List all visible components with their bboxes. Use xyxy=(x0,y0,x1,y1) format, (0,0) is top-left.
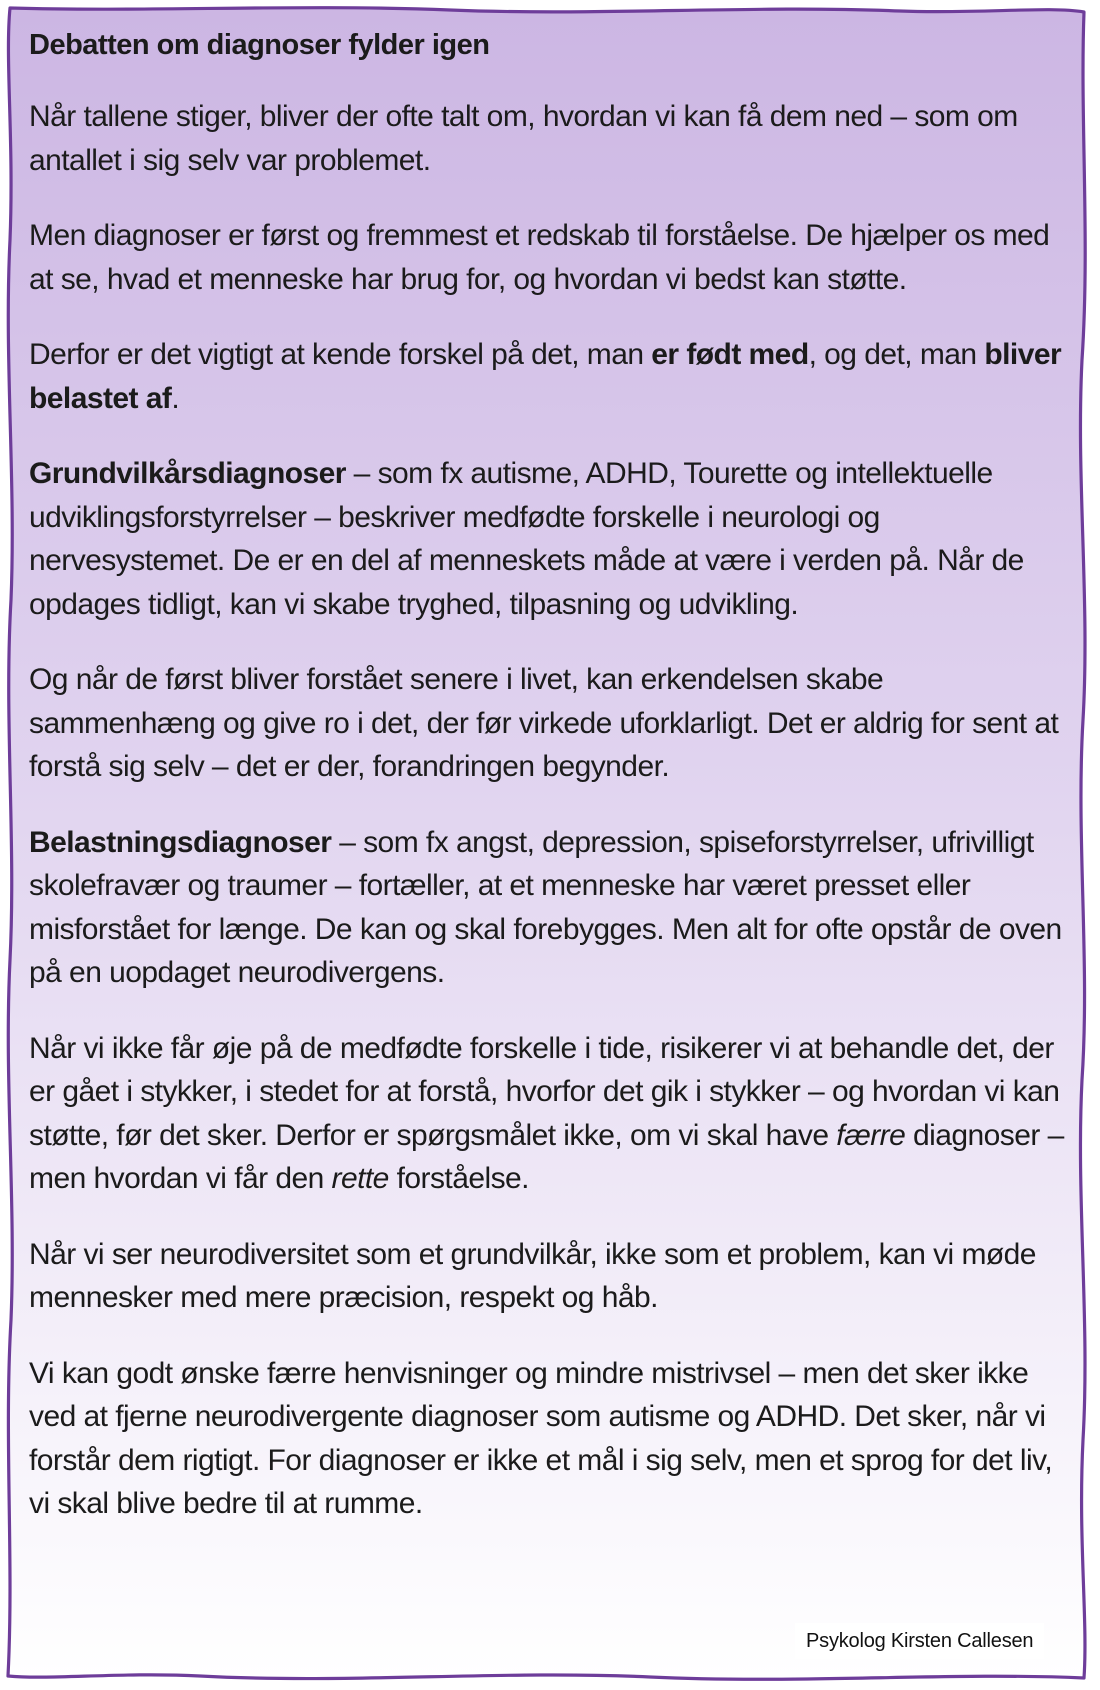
paragraph-belastningsdiagnoser xyxy=(29,821,1069,995)
paragraph-grundvilkaarsdiagnoser xyxy=(29,452,1069,626)
text-span: Derfor er det vigtigt at kende forskel på det, man xyxy=(29,338,652,371)
bold-born-with: er født med xyxy=(651,338,809,371)
term-grundvilkaarsdiagnoser: Grundvilkårsdiagnoser xyxy=(29,457,346,490)
italic-rette: rette xyxy=(331,1162,389,1195)
bold-burdened-by: bliver belastet af xyxy=(29,338,1062,415)
paragraph-right-understanding xyxy=(29,1027,1069,1201)
paragraph-later-in-life: Og når de først bliver forstået senere i livet, kan erkendelsen skabe sammenhæng og give ro i det, der før virkede uforklarligt. Det er aldrig for sent at forstå sig selv – det er der, forandringen begynder. xyxy=(29,663,1059,783)
text-span: diagnoser – men hvordan vi får den xyxy=(29,1118,1064,1195)
term-belastningsdiagnoser: Belastningsdiagnoser xyxy=(29,825,332,859)
paragraph-conclusion: Vi kan godt ønske færre henvisninger og mindre mistrivsel – men det sker ikke ved at fjerne neurodivergente diagnoser som autisme og ADHD. Det sker, når vi forstår dem rigtigt. For diagnoser er ikke et mål i sig selv, men et sprog for det liv, vi skal blive bedre til at rumme. xyxy=(29,1356,1053,1520)
author-signature: Psykolog Kirsten Callesen xyxy=(795,1623,1044,1659)
text-span: forståelse. xyxy=(388,1162,529,1195)
article xyxy=(29,24,1069,1558)
italic-faerre: færre xyxy=(836,1118,906,1152)
text-span: , og det, man xyxy=(808,338,985,371)
article-title: Debatten om diagnoser fylder igen xyxy=(29,29,490,61)
paragraph-neurodiversity: Når vi ser neurodiversitet som et grundvilkår, ikke som et problem, kan vi møde mennesker med mere præcision, respekt og håb. xyxy=(29,1237,1036,1314)
text-span: – som fx angst, depression, spiseforstyrrelser, ufrivilligt skolefravær og traumer – fortæller, at et menneske har været presset eller misforstået for længe. De kan og skal forebygges. Men alt for ofte opstår de oven på en uopdaget neurodivergens. xyxy=(29,825,1062,989)
paragraph-intro: Når tallene stiger, bliver der ofte talt om, hvordan vi kan få dem ned – som om antallet i sig selv var problemet. xyxy=(29,100,1018,177)
text-span: Når vi ikke får øje på de medfødte forskelle i tide, risikerer vi at behandle det, der er gået i stykker, i stedet for at forstå, hvorfor det gik i stykker – og hvordan vi kan støtte, før det sker. Derfor er spørgsmålet ikke, om vi skal have xyxy=(29,1031,1060,1152)
paragraph-tool-for-understanding: Men diagnoser er først og fremmest et redskab til forståelse. De hjælper os med at se, hvad et menneske har brug for, og hvordan vi bedst kan støtte. xyxy=(29,219,1050,296)
text-span: – som fx autisme, ADHD, Tourette og intellektuelle udviklingsforstyrrelser – beskriver medfødte forskelle i neurologi og nervesystemet. De er en del af menneskets måde at være i verden på. Når de opdages tidligt, kan vi skabe tryghed, tilpasning og udvikling. xyxy=(29,457,1024,621)
text-span: . xyxy=(171,381,180,415)
paragraph-born-with-vs-burdened xyxy=(29,333,1069,420)
